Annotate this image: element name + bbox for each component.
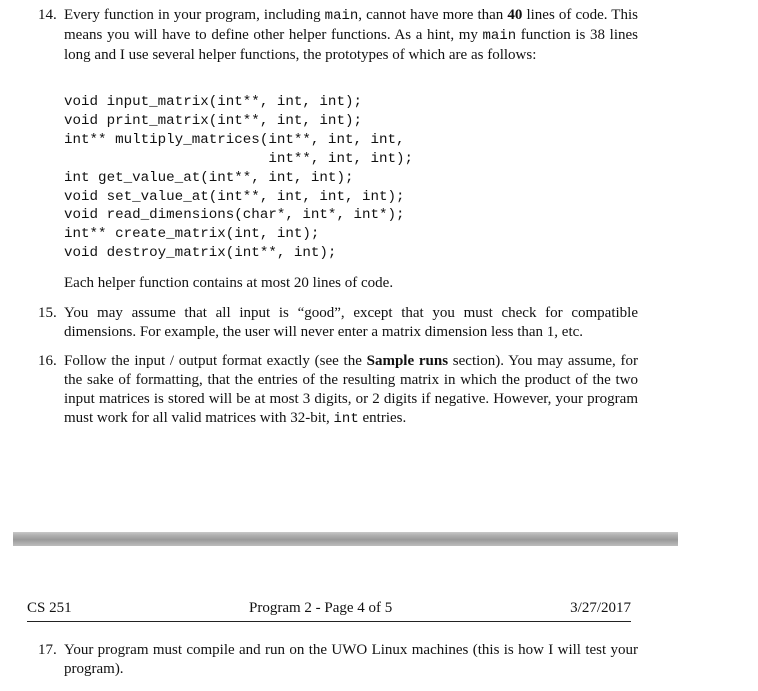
item-text: You may assume that all input is “good”, except that you must check for compatible dimensions. For example, the user will never enter a matrix dimension less than 1, etc. <box>64 305 638 340</box>
page-break-bar <box>13 532 678 546</box>
list-item-14 <box>38 6 638 65</box>
item-text: Follow the input / output format exactly (see the Sample runs section). You may assume, for the sake of formatting, that the entries of the resulting matrix in which the product of the two input matrices is stored will be at most 3 digits, or 2 digits if negative. However, your program must work for all valid matrices with 32-bit, int entries. <box>64 353 639 427</box>
code-line: void input_matrix(int**, int, int); <box>64 94 362 110</box>
code-line: int** create_matrix(int, int); <box>64 226 320 243</box>
code-line: void print_matrix(int**, int, int); <box>64 112 362 129</box>
footer-rule <box>27 621 631 622</box>
item-14-followup: Each helper function contains at most 20 lines of code. <box>64 275 394 291</box>
item-number: 16. <box>38 353 57 369</box>
code-line: void set_value_at(int**, int, int, int); <box>64 188 405 205</box>
code-line: void destroy_matrix(int**, int); <box>64 245 337 262</box>
footer-page: Program 2 - Page 4 of 5 <box>249 600 393 616</box>
list-item-16 <box>38 352 638 429</box>
item-text: Every function in your program, including main, cannot have more than 40 lines of code. This means you will have to define other helper functions. As a hint, my main function is 38 lines long and I use several helper functions, the prototypes of which are as follows: <box>64 7 638 63</box>
item-text: Your program must compile and run on the UWO Linux machines (this is how I will test your program). <box>64 642 638 677</box>
footer-date: 3/27/2017 <box>570 600 631 616</box>
item-number: 15. <box>38 305 57 321</box>
code-line: int get_value_at(int**, int, int); <box>64 169 354 186</box>
item-number: 17. <box>38 642 57 658</box>
code-block <box>64 93 413 263</box>
item-number: 14. <box>38 7 57 23</box>
code-line: int** multiply_matrices(int**, int, int, <box>64 131 405 148</box>
list-item-17 <box>38 641 638 679</box>
list-item-15 <box>38 304 638 342</box>
footer-course: CS 251 <box>27 600 72 616</box>
code-line: int**, int, int); <box>64 150 414 167</box>
code-line: void read_dimensions(char*, int*, int*); <box>64 207 405 224</box>
